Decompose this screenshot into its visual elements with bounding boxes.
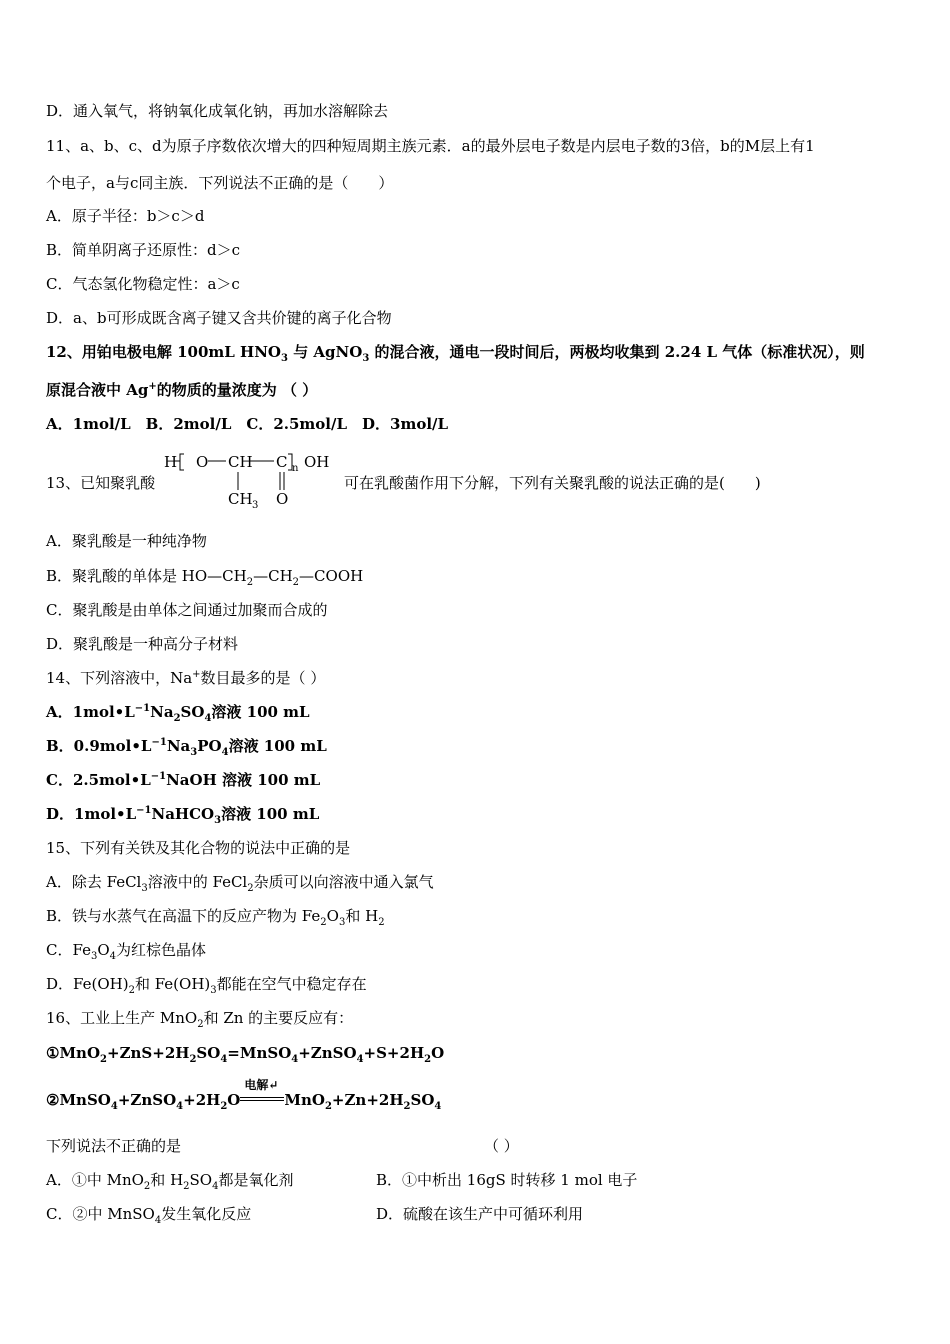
bracket-left bbox=[180, 454, 184, 470]
q11-option-a: A．原子半径：b＞c＞d bbox=[46, 207, 205, 225]
q11-option-b: B．简单阴离子还原性：d＞c bbox=[46, 241, 241, 259]
q12-options: A．1mol/L B．2mol/L C．2.5mol/L D．3mol/L bbox=[46, 415, 449, 433]
q15-option-a: A．除去 FeCl$_3$溶液中的 FeCl$_2$杂质可以向溶液中通入氯气 bbox=[46, 873, 434, 894]
q13-stem-suffix: 可在乳酸菌作用下分解，下列有关聚乳酸的说法正确的是( ) bbox=[344, 474, 761, 492]
q15-stem: 15、下列有关铁及其化合物的说法中正确的是 bbox=[46, 839, 351, 857]
q14-option-b: B．$0.9mol•L^{-1}Na_3PO_4$溶液 100 mL bbox=[46, 737, 327, 758]
q14-option-a: A．$1mol•L^{-1}Na_2SO_4$溶液 100 mL bbox=[46, 703, 310, 724]
q14-option-d: D．$1mol•L^{-1}NaHCO_3$溶液 100 mL bbox=[46, 805, 320, 826]
q16-stem: 16、工业上生产 MnO$_2$和 Zn 的主要反应有： bbox=[46, 1009, 354, 1030]
q10-option-d: D．通入氧气，将钠氧化成氧化钠，再加水溶解除去 bbox=[46, 102, 389, 120]
q16-reaction-1: $①MnO_2+ZnS+2H_2SO_4=MnSO_4+ZnSO_4+S+2H_2O$ bbox=[46, 1044, 445, 1065]
q11-stem-line1: 11、a、b、c、d为原子序数依次增大的四种短周期主族元素．a的最外层电子数是内层电子数的3倍，b的M层上有1 bbox=[46, 137, 815, 155]
q16-option-d: D．硫酸在该生产中可循环利用 bbox=[376, 1205, 584, 1223]
polylactic-acid-structure bbox=[162, 450, 340, 512]
q15-option-d: D．$Fe(OH)_2$和 $Fe(OH)_3$都能在空气中稳定存在 bbox=[46, 975, 367, 996]
q16-option-b: B．①中析出 16gS 时转移 1 mol 电子 bbox=[376, 1171, 638, 1189]
q16-reaction-2: $②MnSO_4+ZnSO_4+2H_2O$ 电解↵ $MnO_2+Zn+2H_2SO_4$ bbox=[46, 1078, 442, 1112]
formula-ch3: CH bbox=[228, 490, 253, 508]
q11-option-c: C．气态氢化物稳定性：a＞c bbox=[46, 275, 240, 293]
q15-option-c: C．$Fe_3O_4$为红棕色晶体 bbox=[46, 941, 207, 962]
q12-stem-line1: 12、用铂电极电解 100mL $HNO_3$ 与 AgNO$_3$ 的混合液，通电一段时间后，两极均收集到 2.24 L 气体（标准状况），则 bbox=[46, 343, 865, 364]
formula-ch3-sub: 3 bbox=[252, 500, 259, 511]
formula-n: n bbox=[292, 463, 299, 474]
q16-option-a: A．①中 MnO$_2$和 $H_2SO_4$都是氧化剂 bbox=[46, 1171, 294, 1192]
formula-oh: OH bbox=[304, 453, 330, 471]
formula-c: C bbox=[276, 453, 288, 471]
q15-option-b: B．铁与水蒸气在高温下的反应产物为 $Fe_2O_3$和 $H_2$ bbox=[46, 907, 385, 928]
electrolysis-arrow: 电解↵ bbox=[240, 1091, 284, 1111]
q16-answer-paren: （ ） bbox=[484, 1137, 519, 1155]
q13-option-b: B．聚乳酸的单体是 $HO—CH_2—CH_2—COOH$ bbox=[46, 567, 364, 588]
q13-option-d: D．聚乳酸是一种高分子材料 bbox=[46, 635, 239, 653]
formula-o: O bbox=[196, 453, 209, 471]
q12-stem-line2: 原混合液中 Ag+的物质的量浓度为 （ ） bbox=[46, 381, 318, 399]
q11-stem-line2: 个电子，a与c同主族．下列说法不正确的是（ ） bbox=[46, 174, 394, 192]
q14-option-c: C．$2.5mol•L^{-1}NaOH$ 溶液 100 mL bbox=[46, 771, 321, 789]
formula-ch: CH bbox=[228, 453, 253, 471]
q11-option-d: D．a、b可形成既含离子键又含共价键的离子化合物 bbox=[46, 309, 392, 327]
q13-option-a: A．聚乳酸是一种纯净物 bbox=[46, 532, 207, 550]
formula-h: H bbox=[164, 453, 178, 471]
q13-stem-prefix: 13、已知聚乳酸 bbox=[46, 474, 156, 492]
q13-option-c: C．聚乳酸是由单体之间通过加聚而合成的 bbox=[46, 601, 328, 619]
q14-stem: 14、下列溶液中，Na+数目最多的是（ ） bbox=[46, 669, 326, 687]
q16-option-c: C．②中 MnSO$_4$发生氧化反应 bbox=[46, 1205, 252, 1226]
q16-question: 下列说法不正确的是 bbox=[46, 1137, 182, 1155]
formula-o-double: O bbox=[276, 490, 289, 508]
